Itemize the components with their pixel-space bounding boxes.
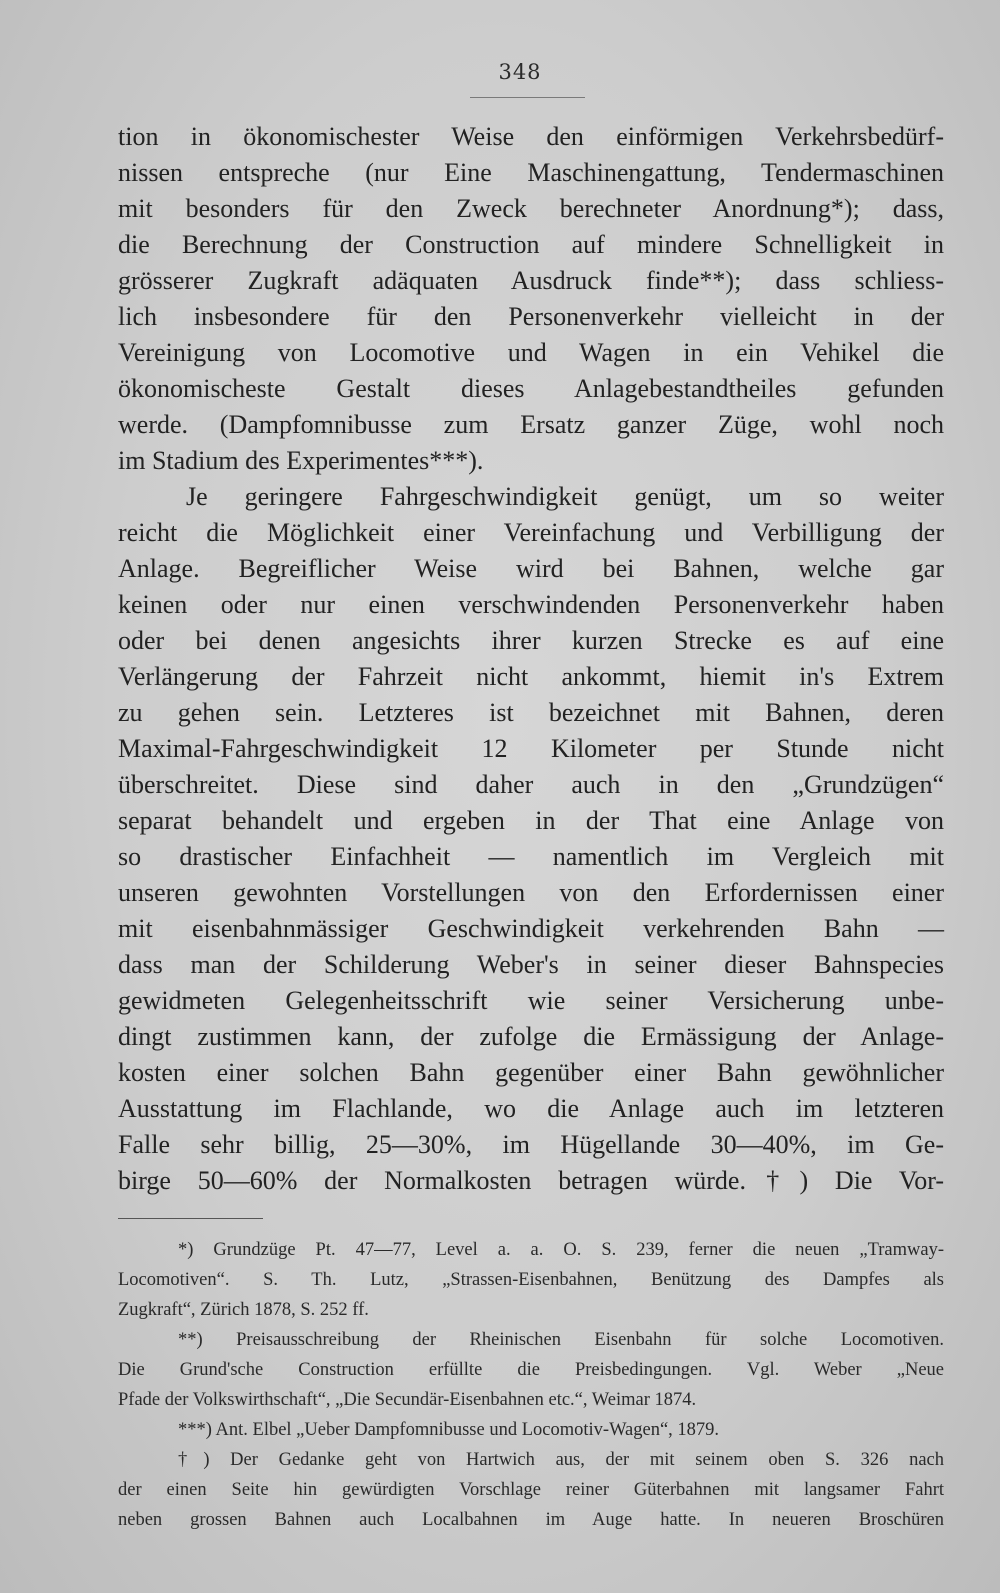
body-line: gewidmeten Gelegenheitsschrift wie seiner Versicherung unbe- <box>118 986 944 1015</box>
footnote-line: Die Grund'sche Construction erfüllte die Preisbedingungen. Vgl. Weber „Neue <box>118 1360 944 1380</box>
body-line: tion in ökonomischester Weise den einförmigen Verkehrsbedürf- <box>118 122 944 151</box>
body-line: keinen oder nur einen verschwindenden Personenverkehr haben <box>118 590 944 619</box>
body-line: mit besonders für den Zweck berechneter Anordnung*); dass, <box>118 194 944 223</box>
body-line: Je geringere Fahrgeschwindigkeit genügt, um so weiter <box>186 482 944 511</box>
footnote-line: der einen Seite hin gewürdigten Vorschlage reiner Güterbahnen mit langsamer Fahrt <box>118 1480 944 1500</box>
body-line: separat behandelt und ergeben in der That eine Anlage von <box>118 806 944 835</box>
footnote-line: Pfade der Volkswirthschaft“, „Die Secundär-Eisenbahnen etc.“, Weimar 1874. <box>118 1390 697 1410</box>
body-text <box>118 119 944 1199</box>
body-line: Falle sehr billig, 25—30%, im Hügellande 30—40%, im Ge- <box>118 1130 944 1159</box>
body-line: werde. (Dampfomnibusse zum Ersatz ganzer Züge, wohl noch <box>118 410 944 439</box>
footnote-rule <box>118 1218 263 1219</box>
body-line: zu gehen sein. Letzteres ist bezeichnet mit Bahnen, deren <box>118 698 944 727</box>
body-line: so drastischer Einfachheit — namentlich im Vergleich mit <box>118 842 944 871</box>
body-line: die Berechnung der Construction auf mindere Schnelligkeit in <box>118 230 944 259</box>
body-line: grösserer Zugkraft adäquaten Ausdruck finde**); dass schliess- <box>118 266 944 295</box>
body-line: nissen entspreche (nur Eine Maschinengattung, Tendermaschinen <box>118 158 944 187</box>
page-number: 348 <box>498 60 542 84</box>
footnote-line: Zugkraft“, Zürich 1878, S. 252 ff. <box>118 1300 369 1320</box>
body-line: kosten einer solchen Bahn gegenüber einer Bahn gewöhnlicher <box>118 1058 944 1087</box>
body-line: oder bei denen angesichts ihrer kurzen Strecke es auf eine <box>118 626 944 655</box>
body-line: Verlängerung der Fahrzeit nicht ankommt, hiemit in's Extrem <box>118 662 944 691</box>
body-line: Anlage. Begreiflicher Weise wird bei Bahnen, welche gar <box>118 554 944 583</box>
body-line: unseren gewohnten Vorstellungen von den Erfordernissen einer <box>118 878 944 907</box>
footnote-line: †) Der Gedanke geht von Hartwich aus, der mit seinem oben S. 326 nach <box>178 1450 944 1470</box>
body-line: Vereinigung von Locomotive und Wagen in ein Vehikel die <box>118 338 944 367</box>
body-line: überschreitet. Diese sind daher auch in den „Grundzügen“ <box>118 770 944 799</box>
body-line: dingt zustimmen kann, der zufolge die Ermässigung der Anlage- <box>118 1022 944 1051</box>
body-line: ökonomischeste Gestalt dieses Anlagebestandtheiles gefunden <box>118 374 944 403</box>
body-line: Maximal-Fahrgeschwindigkeit 12 Kilometer per Stunde nicht <box>118 734 944 763</box>
body-line: mit eisenbahnmässiger Geschwindigkeit verkehrenden Bahn — <box>118 914 944 943</box>
footnote-line: Locomotiven“. S. Th. Lutz, „Strassen-Eisenbahnen, Benützung des Dampfes als <box>118 1270 944 1290</box>
body-line: Ausstattung im Flachlande, wo die Anlage auch im letzteren <box>118 1094 944 1123</box>
body-line: lich insbesondere für den Personenverkehr vielleicht in der <box>118 302 944 331</box>
footnote-line: ***) Ant. Elbel „Ueber Dampfomnibusse und Locomotiv-Wagen“, 1879. <box>178 1420 720 1440</box>
footnote-line: **) Preisausschreibung der Rheinischen Eisenbahn für solche Locomotiven. <box>178 1330 944 1350</box>
footnote-line: *) Grundzüge Pt. 47—77, Level a. a. O. S. 239, ferner die neuen „Tramway- <box>178 1240 944 1260</box>
body-line: im Stadium des Experimentes***). <box>118 446 484 475</box>
body-line: dass man der Schilderung Weber's in seiner dieser Bahnspecies <box>118 950 944 979</box>
footnotes <box>118 1235 944 1535</box>
footnote-line: neben grossen Bahnen auch Localbahnen im Auge hatte. In neueren Broschüren <box>118 1510 944 1530</box>
body-line: reicht die Möglichkeit einer Vereinfachung und Verbilligung der <box>118 518 944 547</box>
body-line: birge 50—60% der Normalkosten betragen würde.†) Die Vor- <box>118 1166 944 1195</box>
header-rule <box>470 97 585 98</box>
